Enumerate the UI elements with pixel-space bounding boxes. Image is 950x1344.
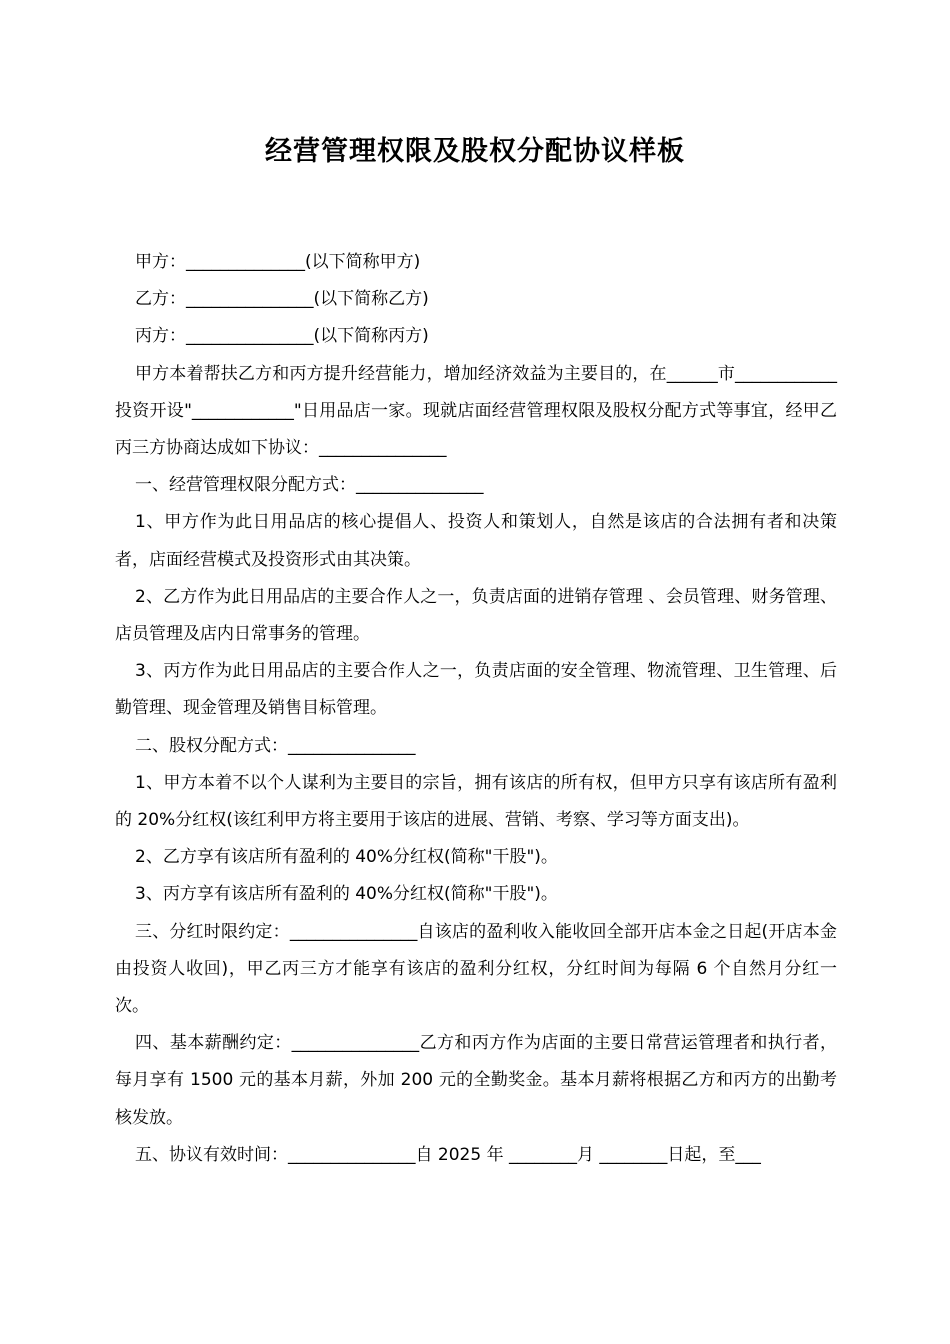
section-1-item-1: 1、甲方作为此日用品店的核心提倡人、投资人和策划人，自然是该店的合法拥有者和决策者，店面经营模式及投资形式由其决策。 <box>115 512 837 570</box>
preamble-paragraph: 甲方本着帮扶乙方和丙方提升经营能力，增加经济效益为主要目的，在______市____________投资开设"____________"日用品店一家。现就店面经营管理权限及股权分配方式等事宜，经甲乙丙三方协商达成如下协议：_______________ <box>115 363 837 459</box>
section-4-paragraph: 四、基本薪酬约定：_______________乙方和丙方作为店面的主要日常营运管理者和执行者，每月享有 1500 元的基本月薪，外加 200 元的全勤奖金。基本月薪将根据乙方和丙方的出勤考核发放。 <box>115 1033 837 1128</box>
section-2-heading: 二、股权分配方式：_______________ <box>135 735 416 756</box>
page-title: 经营管理权限及股权分配协议样板 <box>265 136 685 167</box>
document-body <box>115 244 837 1174</box>
party-c-line: 丙方：_______________(以下简称丙方) <box>135 326 429 347</box>
section-2-item-2: 2、乙方享有该店所有盈利的 40%分红权(简称"干股")。 <box>135 847 558 868</box>
party-a-line: 甲方：______________(以下简称甲方) <box>135 252 421 272</box>
section-2-item-3: 3、丙方享有该店所有盈利的 40%分红权(简称"干股")。 <box>135 884 558 905</box>
section-2-item-1: 1、甲方本着不以个人谋利为主要目的宗旨，拥有该店的所有权，但甲方只享有该店所有盈利的 20%分红权(该红利甲方将主要用于该店的进展、营销、考察、学习等方面支出)。 <box>115 772 837 831</box>
section-1-item-3: 3、丙方作为此日用品店的主要合作人之一，负责店面的安全管理、物流管理、卫生管理、后勤管理、现金管理及销售目标管理。 <box>115 661 837 719</box>
party-b-line: 乙方：_______________(以下简称乙方) <box>135 289 429 310</box>
section-1-item-2: 2、乙方作为此日用品店的主要合作人之一，负责店面的进销存管理 、会员管理、财务管理、店员管理及店内日常事务的管理。 <box>115 586 837 645</box>
section-5-paragraph: 五、协议有效时间：_______________自 2025 年 ________月 ________日起，至___ <box>135 1144 761 1165</box>
section-3-paragraph: 三、分红时限约定：_______________自该店的盈利收入能收回全部开店本金之日起(开店本金由投资人收回)，甲乙丙三方才能享有该店的盈利分红权，分红时间为每隔 6 个自然月分红一次。 <box>115 921 837 1017</box>
section-1-heading: 一、经营管理权限分配方式：_______________ <box>135 475 484 496</box>
